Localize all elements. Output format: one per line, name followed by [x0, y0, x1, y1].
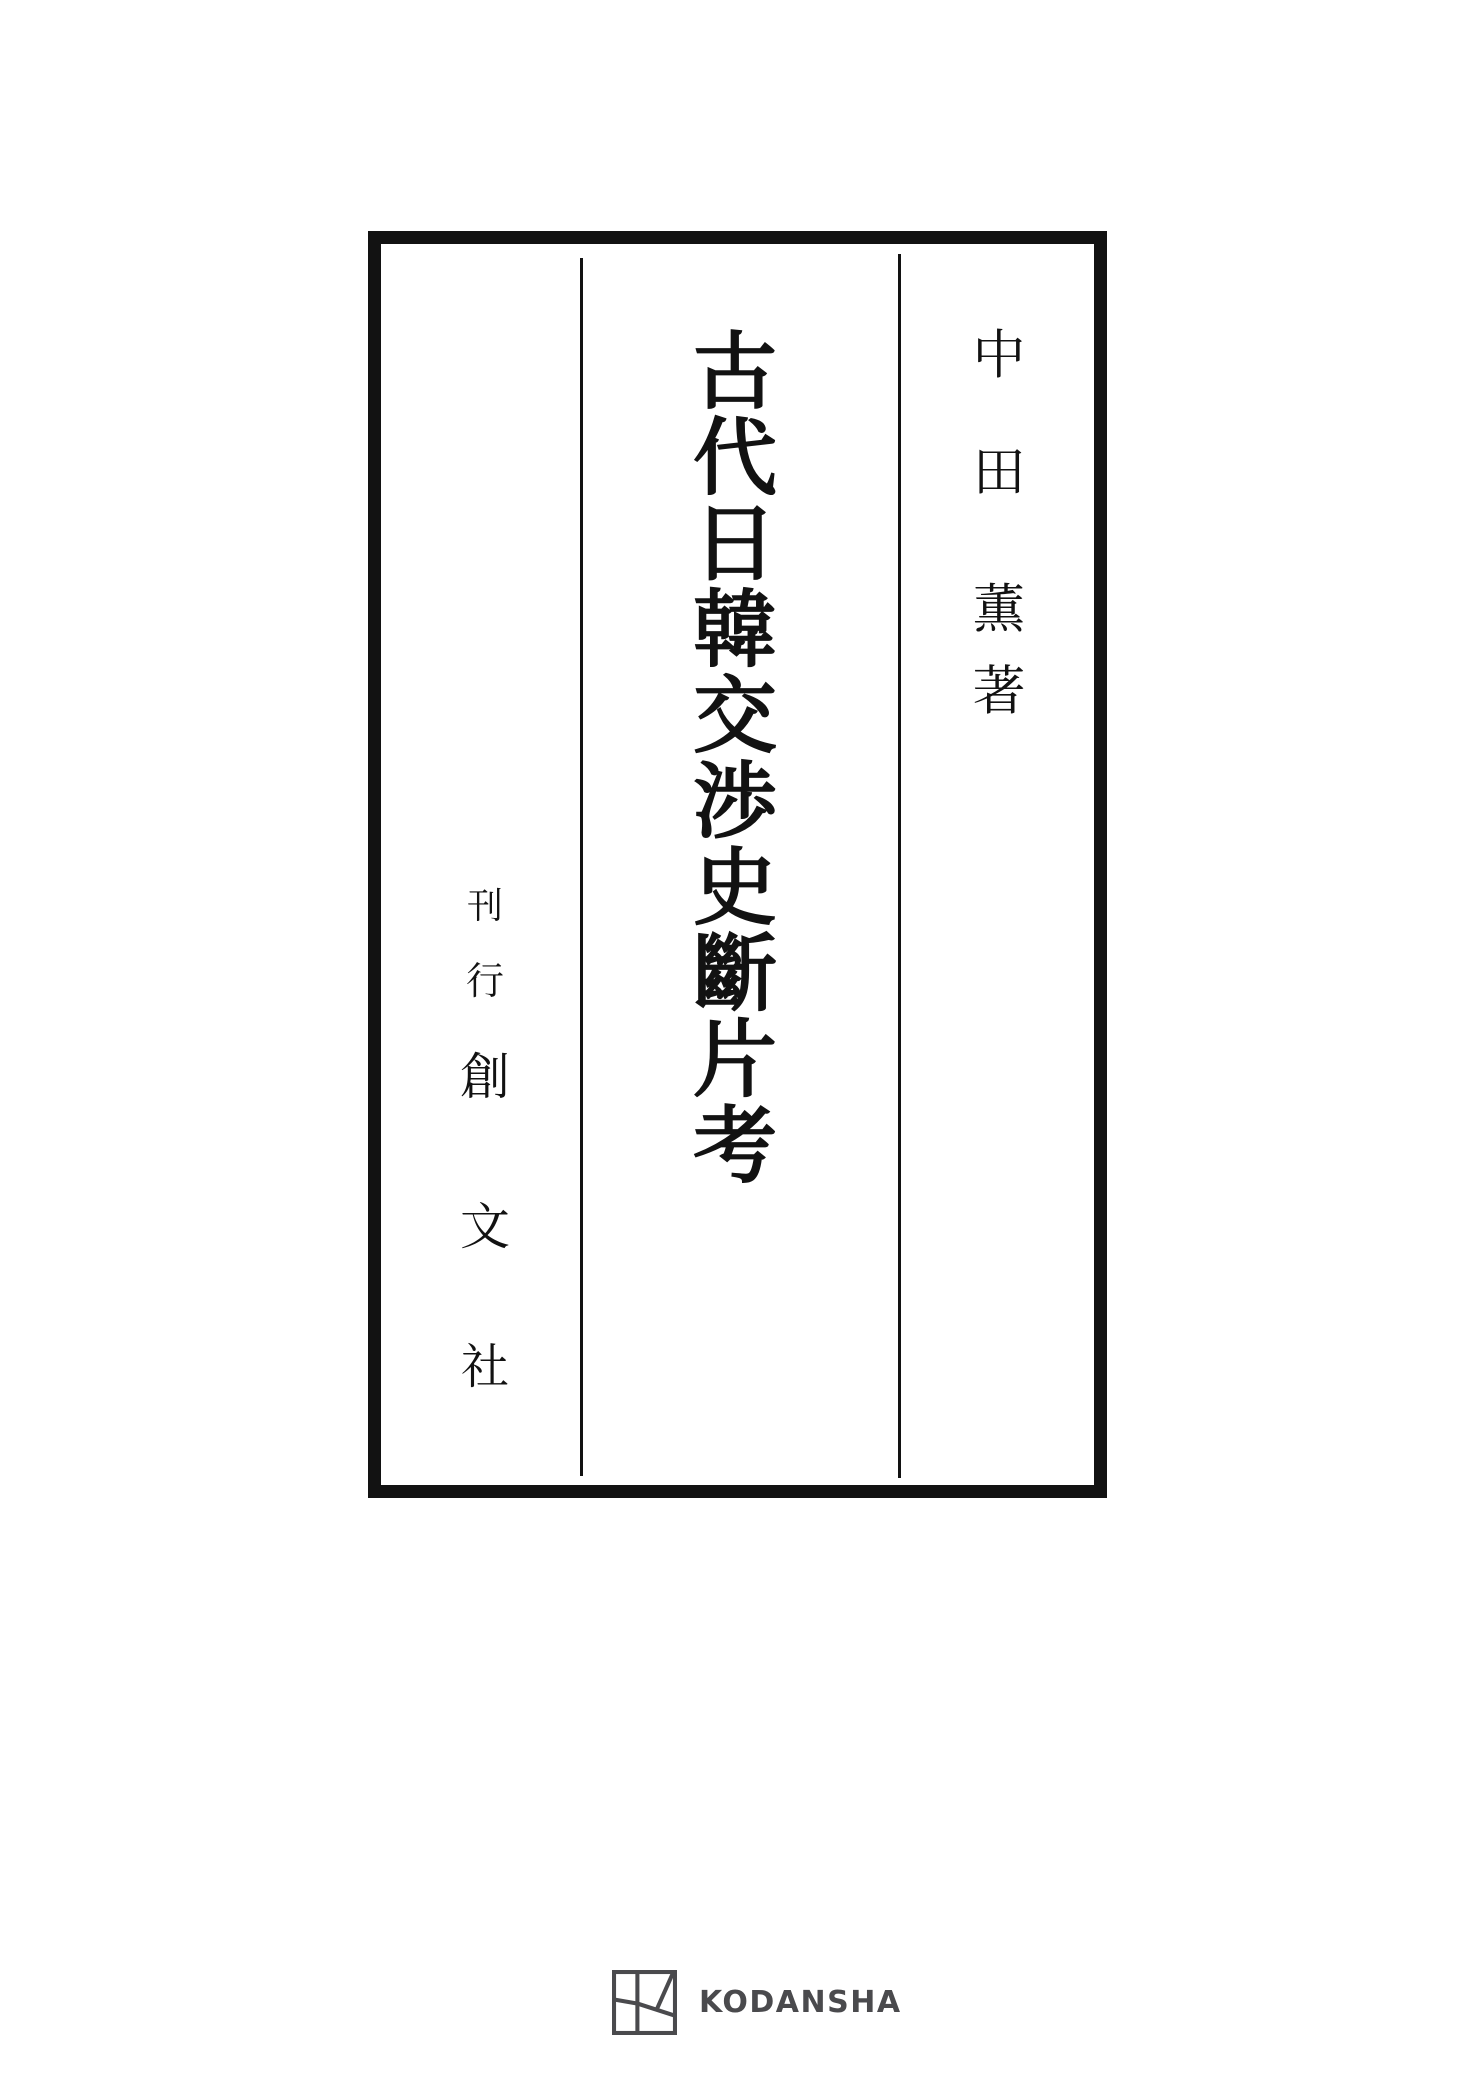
glyph: 田 [972, 442, 1026, 503]
book-cover-frame [368, 231, 1107, 1498]
kodansha-square-mark-icon [612, 1970, 677, 2035]
column-divider-right [898, 254, 901, 1478]
book-title-vertical [693, 322, 778, 1195]
glyph: 片 [693, 1010, 778, 1109]
glyph: 創 [460, 1048, 510, 1106]
glyph: 代 [693, 408, 778, 507]
glyph: 交 [693, 666, 778, 765]
glyph: 著 [972, 661, 1026, 722]
kodansha-logo [612, 1970, 902, 2035]
glyph: 日 [693, 494, 778, 593]
book-publisher-vertical [459, 886, 511, 1395]
glyph: 文 [460, 1198, 510, 1256]
glyph: 薫 [972, 579, 1026, 640]
glyph: 考 [693, 1096, 778, 1195]
glyph: 斷 [693, 924, 778, 1023]
glyph: 中 [972, 325, 1026, 386]
glyph: 刊 [466, 886, 503, 927]
glyph: 史 [693, 838, 778, 937]
kodansha-wordmark: KODANSHA [699, 1985, 902, 2020]
glyph: 行 [465, 959, 504, 1003]
book-author-vertical [972, 325, 1026, 722]
column-divider-left [580, 258, 583, 1476]
glyph: 古 [693, 322, 778, 421]
glyph: 韓 [693, 580, 778, 679]
glyph: 渉 [693, 752, 778, 851]
glyph: 社 [460, 1339, 509, 1395]
